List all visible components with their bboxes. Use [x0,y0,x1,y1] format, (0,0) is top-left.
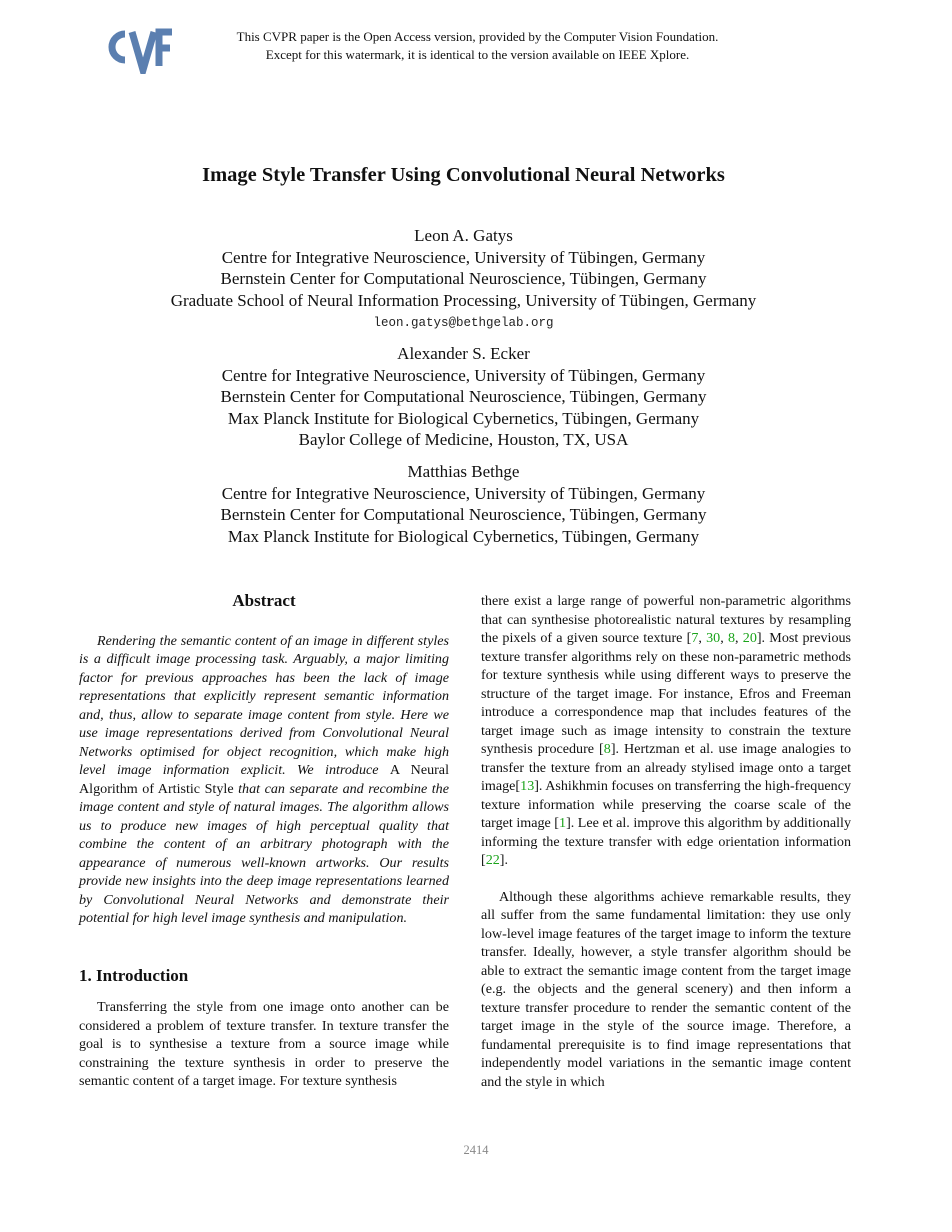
right-column [481,592,851,1091]
intro-paragraph-continued [481,592,851,870]
text-segment: there exist a large range of powerful non-parametric algorithms that can synthesise photorealistic natural textures by resampling the pixels of a given source texture [ [481,593,851,646]
author-name: Alexander S. Ecker [397,344,530,363]
abstract-text-part-1: Rendering the semantic content of an image in different styles is a difficult image processing task. Arguably, a major limiting factor for previous approaches has been the lack of image representations that explicitly represent semantic information and, thus, allow to separate image content from style. Here we use image representations derived from Convolutional Neural Networks optimised for object recognition, which make high level image information explicit. We introduce [79,632,449,778]
open-access-watermark [190,28,765,64]
citation-link[interactable]: 13 [520,778,535,794]
abstract-heading: Abstract [232,591,296,610]
author-affiliation: Bernstein Center for Computational Neuroscience, Tübingen, Germany [220,387,707,406]
cvf-logo-icon [104,26,174,74]
intro-paragraph-3: Although these algorithms achieve remarkable results, they all suffer from the same fundamental limitation: they use only low-level image features of the target image to inform the texture transfer. Ideally, however, a style transfer algorithm should be able to extract the semantic image content from the target image (e.g. the objects and the general scenery) and then inform a texture transfer procedure to render the semantic content of the target image in the style of the source image. Therefore, a fundamental prerequisite is to find image representations that independently model variations in the semantic image content and the style in which [481,888,851,1090]
author-name: Leon A. Gatys [414,226,513,245]
text-segment: ]. Most previous texture transfer algorithms rely on these non-parametric methods for texture synthesis while using different ways to preserve the structure of the target image. For instance, Efros and Freeman introduce a correspondence map that includes features of the target image such as image intensity to constrain the texture synthesis procedure [ [481,630,852,757]
author-block-2 [0,343,927,451]
paper-title: Image Style Transfer Using Convolutional Neural Networks [202,164,725,186]
algorithm-name: A Neural Algorithm of Artistic Style [79,762,449,797]
citation-link[interactable]: 20 [742,630,757,646]
author-affiliation: Graduate School of Neural Information Processing, University of Tübingen, Germany [170,290,757,310]
watermark-line-1: This CVPR paper is the Open Access version, provided by the Computer Vision Foundation. [236,29,719,44]
intro-paragraph-1: Transferring the style from one image onto another can be considered a problem of texture transfer. In texture transfer the goal is to synthesise a texture from a source image while constraining the texture synthesis in order to preserve the semantic content of a target image. For texture synthesis [79,999,449,1089]
author-affiliation: Max Planck Institute for Biological Cybernetics, Tübingen, Germany [227,526,700,546]
section-heading-introduction: 1. Introduction [79,965,189,985]
author-affiliation: Centre for Integrative Neuroscience, University of Tübingen, Germany [221,247,706,267]
text-segment: , [735,630,743,646]
text-segment: , [720,630,728,646]
page-number: 2414 [463,1143,489,1157]
text-segment: ]. Lee et al. improve this algorithm by additionally informing the texture transfer with edge orientation information [ [481,815,851,868]
citation-link[interactable]: 8 [727,630,736,646]
text-segment: ]. Hertzman et al. use image analogies to transfer the texture from an already stylised image onto a target image[ [481,741,852,794]
citation-link[interactable]: 30 [706,630,721,646]
author-affiliation: Baylor College of Medicine, Houston, TX, USA [298,430,629,449]
text-segment: ]. Ashikhmin focuses on transferring the high-frequency texture information while preserving the coarse scale of the target image [ [481,778,851,831]
author-block-1 [0,225,927,335]
watermark-line-2: Except for this watermark, it is identical to the version available on IEEE Xplore. [265,47,690,62]
author-name: Matthias Bethge [407,462,520,481]
author-email[interactable]: leon.gatys@bethgelab.org [373,316,554,330]
author-affiliation: Max Planck Institute for Biological Cybernetics, Tübingen, Germany [227,408,700,428]
citation-link[interactable]: 7 [691,630,699,646]
author-block-3 [0,461,927,547]
author-affiliation: Centre for Integrative Neuroscience, University of Tübingen, Germany [221,483,706,503]
citation-link[interactable]: 8 [603,741,611,757]
text-segment: , [698,630,707,646]
left-column [79,592,449,1091]
abstract-text-part-2: that can separate and recombine the image content and style of natural images. The algorithm allows us to produce new images of high perceptual quality that combine the content of an arbitrary photograph with the appearance of numerous well-known artworks. Our results provide new insights into the deep image representations learned by Convolutional Neural Networks and demonstrate their potential for high level image synthesis and manipulation. [79,780,449,926]
abstract-text [79,632,449,928]
author-affiliation: Centre for Integrative Neuroscience, University of Tübingen, Germany [221,365,706,385]
citation-link[interactable]: 22 [485,852,500,868]
author-affiliation: Bernstein Center for Computational Neuroscience, Tübingen, Germany [220,505,707,524]
citation-link[interactable]: 1 [559,815,567,831]
author-affiliation: Bernstein Center for Computational Neuroscience, Tübingen, Germany [220,269,707,288]
text-segment: ]. [499,852,509,868]
